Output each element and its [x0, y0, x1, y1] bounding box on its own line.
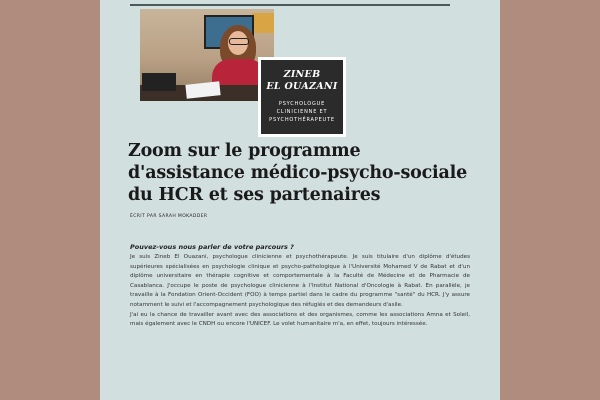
magazine-page — [100, 0, 500, 400]
article-paragraph: Je suis Zineb El Ouazani, psychologue clinicienne et psychothérapeute. Je suis titulaire d'un diplôme d'études supérieures spécialisées en psychologie clinique et psycho-pathologique à l'Université Mohamed V de Rabat et d'un diplôme universitaire en thérapie cognitive et comportementale à la Faculté de Médecine et de Pharmacie de Casablanca. J'occupe le poste de psychologue clinicienne à l'Institut National d'Oncologie à Rabat. En parallèle, je travaille à la Fondation Orient-Occident (FOO) à temps partiel dans le cadre du programme "santé" du HCR. J'y assure notamment le suivi et l'accompagnement psychologique des réfugiés et des demandeurs d'asile. — [130, 254, 470, 308]
article-body — [130, 253, 470, 330]
profile-role-line3: PSYCHOTHÉRAPEUTE — [269, 117, 335, 123]
photo-person-glasses — [229, 38, 249, 45]
article-title: Zoom sur le programme d'assistance médico-psycho-sociale du HCR et ses partenaires — [128, 141, 468, 205]
profile-name — [261, 69, 343, 93]
name-card — [258, 57, 346, 137]
portrait-photo — [140, 9, 274, 101]
profile-role-line2: CLINICIENNE ET — [276, 109, 328, 115]
profile-role — [261, 100, 343, 124]
top-divider — [130, 4, 450, 6]
interview-question: Pouvez-vous nous parler de votre parcours ? — [130, 243, 294, 251]
article-paragraph: J'ai eu la chance de travailler avant avec des associations et des organismes, comme les associations Amna et Soleil, mais également avec le CNDH ou encore l'UNICEF. Le volet humanitaire m'a, en effet, toujours intéressée. — [130, 311, 470, 328]
article-byline: ÉCRIT PAR SARAH MOKADDER — [130, 214, 208, 219]
photo-shelf — [252, 13, 274, 33]
profile-role-line1: PSYCHOLOGUE — [278, 101, 326, 107]
profile-name-line1: ZINEB — [283, 69, 321, 80]
profile-name-line2: EL OUAZANI — [266, 81, 338, 92]
photo-laptop — [142, 73, 176, 91]
